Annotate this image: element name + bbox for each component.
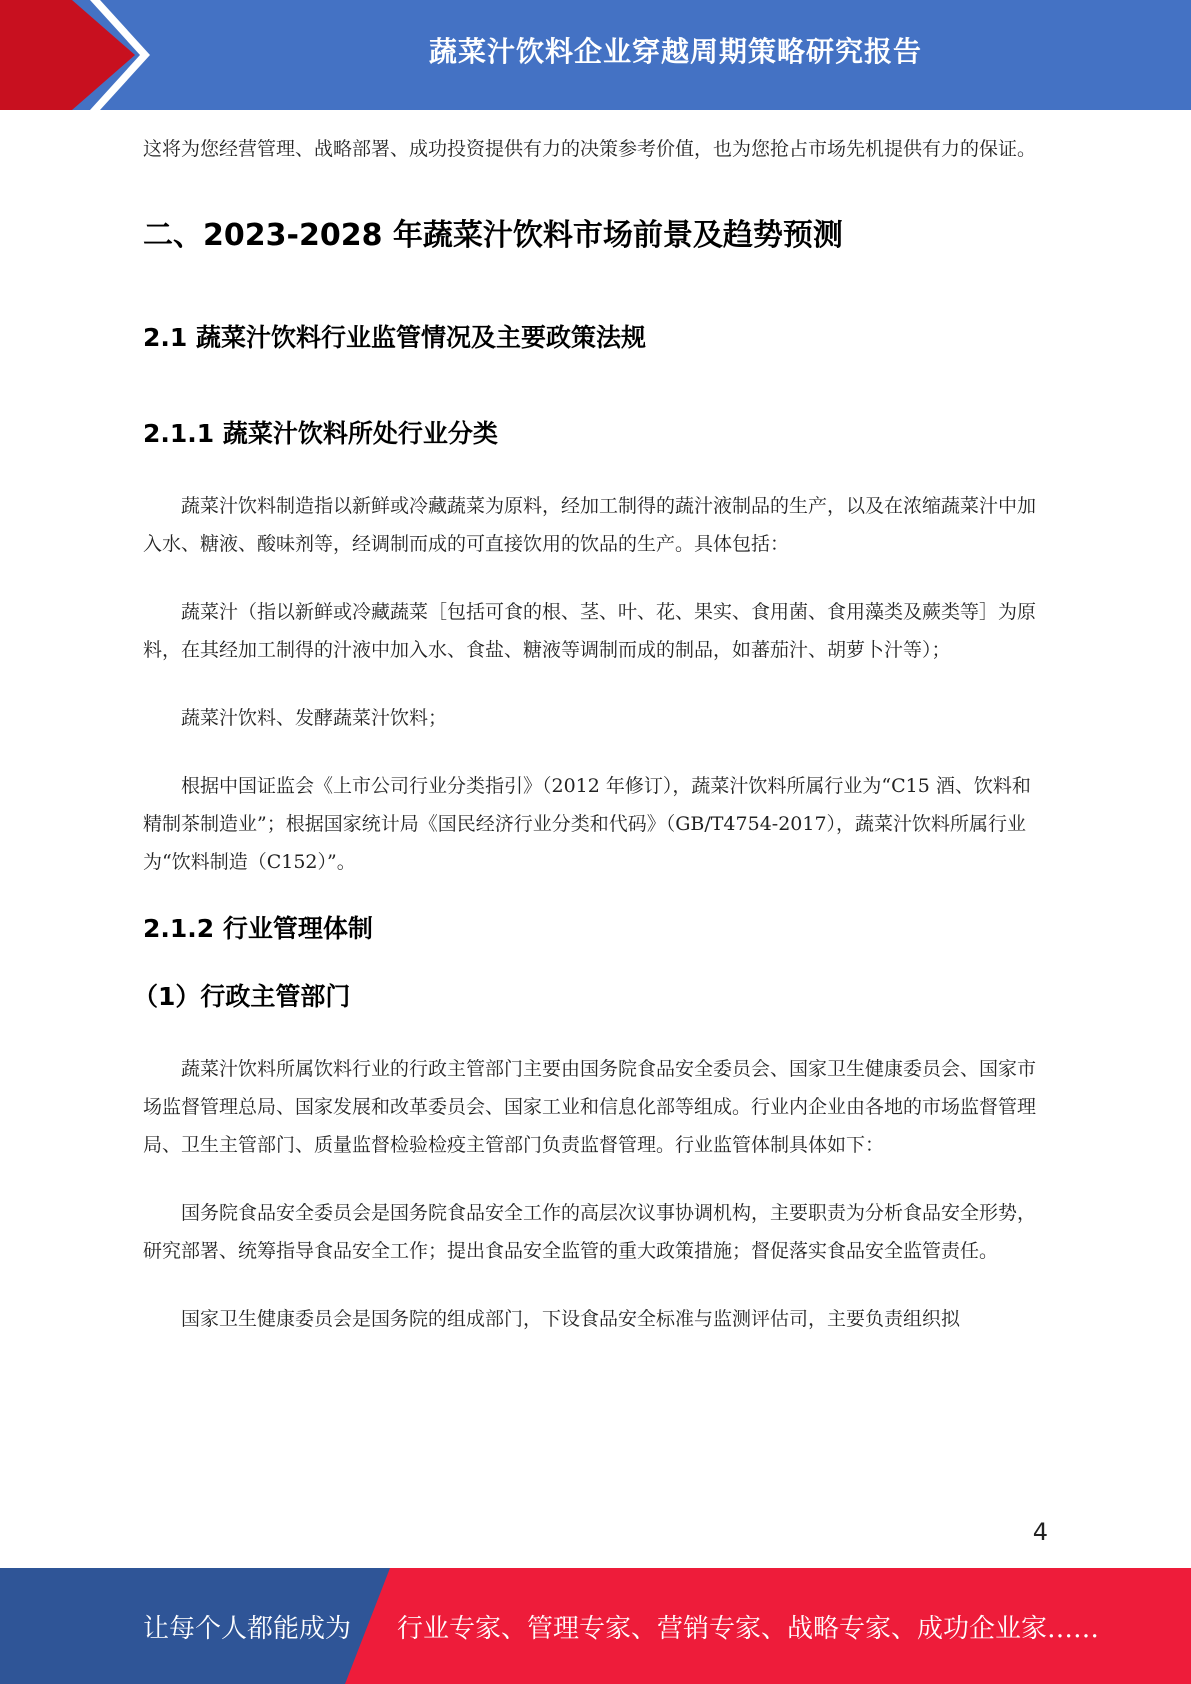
report-title: 蔬菜汁饮料企业穿越周期策略研究报告: [428, 35, 922, 68]
sub-subsection-title-management: 2.1.2 行业管理体制: [143, 914, 373, 943]
sub-subsection-title-classification: 2.1.1 蔬菜汁饮料所处行业分类: [143, 419, 498, 448]
paragraph-authorities: 蔬菜汁饮料所属饮料行业的行政主管部门主要由国务院食品安全委员会、国家卫生健康委员会、国家市场监督管理总局、国家发展和改革委员会、国家工业和信息化部等组成。行业内企业由各地的市场监督管理局、卫生主管部门、质量监督检验检疫主管部门负责监督管理。行业监管体制具体如下：: [143, 1058, 1037, 1156]
paragraph-food-safety-committee: 国务院食品安全委员会是国务院食品安全工作的高层次议事协调机构，主要职责为分析食品安全形势，研究部署、统筹指导食品安全工作；提出食品安全监管的重大政策措施；督促落实食品安全监管责任。: [143, 1202, 1037, 1262]
page-footer: [0, 1568, 1191, 1684]
footer-slogan-right: 行业专家、管理专家、营销专家、战略专家、成功企业家……: [397, 1613, 1100, 1644]
document-content: [133, 130, 1048, 1338]
paragraph-industry-class: 根据中国证监会《上市公司行业分类指引》（2012 年修订），蔬菜汁饮料所属行业为“C15 酒、饮料和精制茶制造业”；根据国家统计局《国民经济行业分类和代码》（GB/T4754-2017），蔬菜汁饮料所属行业为“饮料制造（C152）”。: [143, 775, 1031, 873]
intro-paragraph: 这将为您经营管理、战略部署、成功投资提供有力的决策参考价值，也为您抢占市场先机提供有力的保证。: [143, 138, 1037, 160]
section-title: 二、2023-2028 年蔬菜汁饮料市场前景及趋势预测: [143, 218, 843, 253]
page-header: [0, 0, 1191, 110]
paragraph-definition: 蔬菜汁饮料制造指以新鲜或冷藏蔬菜为原料，经加工制得的蔬汁液制品的生产，以及在浓缩蔬菜汁中加入水、糖液、酸味剂等，经调制而成的可直接饮用的饮品的生产。具体包括：: [143, 495, 1037, 555]
subsection-title: 2.1 蔬菜汁饮料行业监管情况及主要政策法规: [143, 323, 646, 352]
footer-slogan-left: 让每个人都能成为: [143, 1613, 352, 1644]
paragraph-vegetable-juice: 蔬菜汁（指以新鲜或冷藏蔬菜［包括可食的根、茎、叶、花、果实、食用菌、食用藻类及蕨类等］为原料，在其经加工制得的汁液中加入水、食盐、糖液等调制而成的制品，如蕃茄汁、胡萝卜汁等）；: [143, 601, 1037, 661]
page-number: 4: [1032, 1518, 1048, 1546]
paragraph-health-commission: 国家卫生健康委员会是国务院的组成部门，下设食品安全标准与监测评估司，主要负责组织拟: [181, 1308, 961, 1330]
paragraph-fermented: 蔬菜汁饮料、发酵蔬菜汁饮料；: [181, 707, 448, 729]
item-title-authority: （1）行政主管部门: [133, 982, 351, 1011]
